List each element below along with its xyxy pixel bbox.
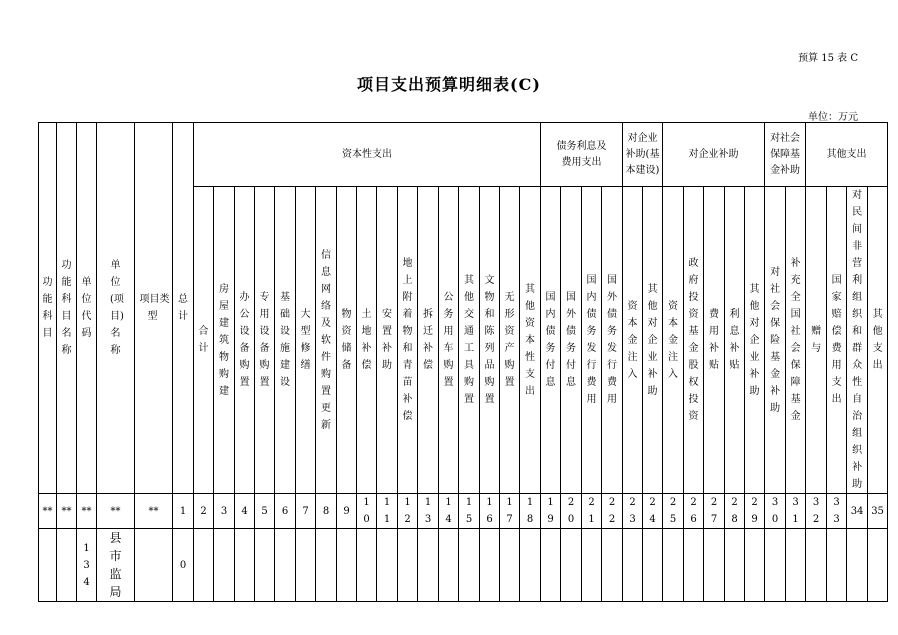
group-header-debt: 债务利息及费用支出	[541, 123, 623, 187]
col-header: 功能科目名称	[57, 123, 77, 494]
col-header: 公务用车购置	[439, 187, 459, 494]
index-cell: 7	[296, 494, 316, 529]
col-header: 基础设施建设	[275, 187, 296, 494]
index-cell: 28	[725, 494, 745, 529]
index-cell: 23	[623, 494, 643, 529]
group-header-other: 其他支出	[806, 123, 888, 187]
col-header: 对民间非营利组织和群众性自治组织补助	[847, 187, 868, 494]
col-header: 土地补偿	[357, 187, 377, 494]
index-cell: 35	[868, 494, 888, 529]
col-header: 物资储备	[337, 187, 357, 494]
index-cell: 11	[377, 494, 398, 529]
group-header-social: 对社会保障基金补助	[765, 123, 806, 187]
unit-name-cell: 县市监局	[97, 529, 135, 602]
index-cell: 14	[439, 494, 459, 529]
col-header: 项目类型	[135, 123, 173, 494]
index-cell: 27	[704, 494, 725, 529]
index-cell: **	[39, 494, 57, 529]
cell	[135, 529, 173, 602]
col-header: 合计	[194, 187, 214, 494]
page-title: 项目支出预算明细表(C)	[357, 75, 541, 94]
col-header: 国内债务发行费用	[582, 187, 602, 494]
col-header: 其他对企业补助	[643, 187, 663, 494]
total-cell: 0	[173, 529, 194, 602]
index-cell: 24	[643, 494, 663, 529]
index-cell: 29	[745, 494, 765, 529]
index-cell: 31	[786, 494, 806, 529]
col-header: 单位代码	[77, 123, 97, 494]
cell	[57, 529, 77, 602]
index-cell: 21	[582, 494, 602, 529]
index-cell: 10	[357, 494, 377, 529]
index-cell: **	[135, 494, 173, 529]
index-cell: 19	[541, 494, 561, 529]
index-cell: 2	[194, 494, 214, 529]
index-cell: **	[77, 494, 97, 529]
group-header-ent: 对企业补助	[663, 123, 765, 187]
col-header: 资本金注入	[623, 187, 643, 494]
col-header: 国外债务发行费用	[602, 187, 623, 494]
col-header: 其他交通工具购置	[459, 187, 480, 494]
group-header-ent-base: 对企业补助(基本建设)	[623, 123, 663, 187]
index-cell: 12	[398, 494, 418, 529]
index-cell: 5	[255, 494, 275, 529]
index-cell: 25	[663, 494, 684, 529]
index-cell: 26	[684, 494, 704, 529]
col-header: 大型修缮	[296, 187, 316, 494]
col-header: 其他对企业补助	[745, 187, 765, 494]
col-header: 国家赔偿费用支出	[827, 187, 847, 494]
col-header: 补充全国社会保障基金	[786, 187, 806, 494]
index-cell: 8	[316, 494, 337, 529]
index-cell: 9	[337, 494, 357, 529]
index-cell: 16	[480, 494, 500, 529]
index-cell: 18	[520, 494, 541, 529]
index-cell: 34	[847, 494, 868, 529]
table-row	[39, 529, 888, 602]
index-row	[39, 494, 888, 529]
col-header: 安置补助	[377, 187, 398, 494]
index-cell: **	[57, 494, 77, 529]
index-cell: 6	[275, 494, 296, 529]
col-header: 赠与	[806, 187, 827, 494]
col-header: 总计	[173, 123, 194, 494]
index-cell: 1	[173, 494, 194, 529]
index-cell: 20	[561, 494, 582, 529]
col-header: 信息网络及软件购置更新	[316, 187, 337, 494]
index-cell: 15	[459, 494, 480, 529]
index-cell: 30	[765, 494, 786, 529]
index-cell: 32	[806, 494, 827, 529]
col-header: 单位(项目)名称	[97, 123, 135, 494]
col-header: 专用设备购置	[255, 187, 275, 494]
col-header: 其他支出	[868, 187, 888, 494]
col-header: 办公设备购置	[235, 187, 255, 494]
col-header: 房屋建筑物购建	[214, 187, 235, 494]
col-header: 政府投资基金股权投资	[684, 187, 704, 494]
unit-label: 单位：万元	[808, 112, 858, 123]
index-cell: 17	[500, 494, 520, 529]
col-header: 无形资产购置	[500, 187, 520, 494]
form-number: 预算 15 表 C	[798, 53, 858, 64]
col-header: 资本金注入	[663, 187, 684, 494]
group-header-capital: 资本性支出	[194, 123, 541, 187]
col-header: 对社会保险基金补助	[765, 187, 786, 494]
col-header: 文物和陈列品购置	[480, 187, 500, 494]
index-cell: 13	[418, 494, 439, 529]
header-row-groups	[39, 123, 888, 187]
col-header: 国内债务付息	[541, 187, 561, 494]
budget-table	[38, 122, 888, 602]
index-cell: **	[97, 494, 135, 529]
col-header: 地上附着物和青苗补偿	[398, 187, 418, 494]
index-cell: 4	[235, 494, 255, 529]
col-header: 功能科目	[39, 123, 57, 494]
unit-code-cell: 134	[77, 529, 97, 602]
col-header: 利息补贴	[725, 187, 745, 494]
cell	[39, 529, 57, 602]
index-cell: 22	[602, 494, 623, 529]
index-cell: 3	[214, 494, 235, 529]
col-header: 拆迁补偿	[418, 187, 439, 494]
col-header: 国外债务付息	[561, 187, 582, 494]
col-header: 费用补贴	[704, 187, 725, 494]
col-header: 其他资本性支出	[520, 187, 541, 494]
index-cell: 33	[827, 494, 847, 529]
